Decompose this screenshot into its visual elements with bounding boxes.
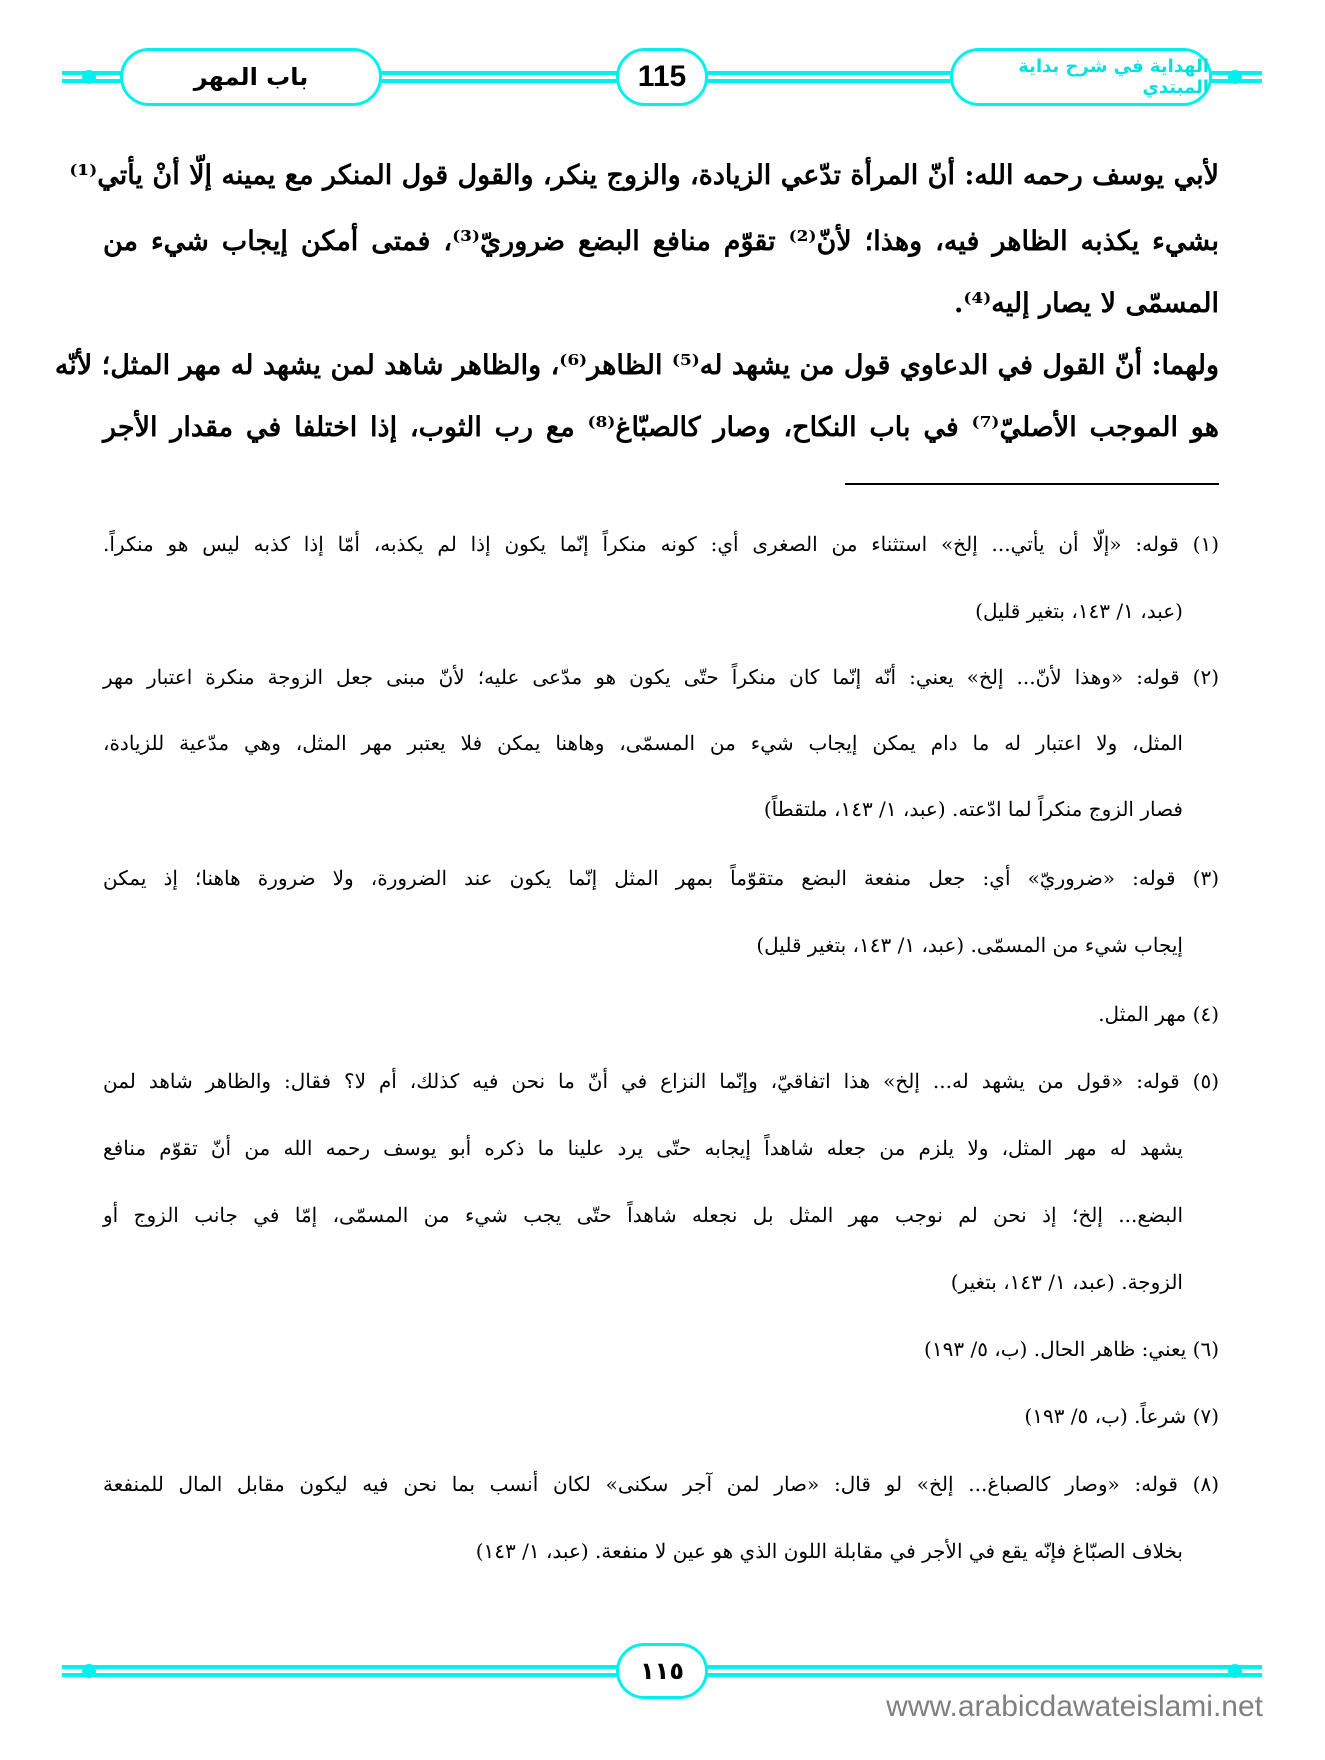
- footnote-line: إيجاب شيء من المسمّى. (عبد، ١/ ١٤٣، بتغير قليل): [756, 933, 1183, 957]
- main-text-line: ولهما: أنّ القول في الدعاوي قول من يشهد له⁽⁵⁾ الظاهر⁽⁶⁾، والظاهر شاهد لمن يشهد له مهر المثل؛ لأنّه: [54, 350, 1219, 381]
- footnote-line: المثل، ولا اعتبار له ما دام يمكن إيجاب شيء من المسمّى، وهاهنا يمكن فلا يعتبر مهر المثل، وهي مدّعية للزيادة،: [103, 731, 1183, 755]
- footer-band: [62, 1653, 1262, 1687]
- book-title-box: [950, 48, 1212, 106]
- footnote-line: (٢) قوله: «وهذا لأنّ... إلخ» يعني: أنّه إنّما كان منكراً حتّى يكون هو مدّعى عليه؛ لأنّ مبنى جعل الزوجة منكرة اعتبار مهر: [103, 665, 1219, 689]
- footnote-line: (٨) قوله: «وصار كالصباغ... إلخ» لو قال: «صار لمن آجر سكنى» لكان أنسب بما نحن فيه ليكون مقابل المال للمنفعة: [103, 1472, 1219, 1496]
- chapter-title-box: [120, 48, 382, 106]
- ornament-icon: [1228, 1664, 1242, 1678]
- footnote-line: (١) قوله: «إلّا أن يأتي... إلخ» استثناء من الصغرى أي: كونه منكراً إنّما يكون إذا لم يكذبه، أمّا إذا كذبه ليس هو منكراً.: [103, 532, 1219, 556]
- footnote-line: (٧) شرعاً. (ب، ٥/ ١٩٣): [1024, 1404, 1219, 1428]
- footnote-line: (عبد، ١/ ١٤٣، بتغير قليل): [975, 599, 1183, 623]
- footnote-line: (٥) قوله: «قول من يشهد له... إلخ» هذا اتفاقيّ، وإنّما النزاع في أنّ ما نحن فيه كذلك، أم لا؟ فقال: والظاهر شاهد لمن: [103, 1069, 1219, 1093]
- header-band: [62, 56, 1262, 98]
- main-text-line: هو الموجب الأصليّ⁽⁷⁾ في باب النكاح، وصار كالصبّاغ⁽⁸⁾ مع رب الثوب، إذا اختلفا في مقدار الأجر: [103, 412, 1219, 443]
- footnote-line: فصار الزوج منكراً لما ادّعته. (عبد، ١/ ١٤٣، ملتقطاً): [763, 797, 1183, 821]
- book-title: الهداية في شرح بداية المبتدي: [1018, 56, 1209, 98]
- footnote-line: (٣) قوله: «ضروريّ» أي: جعل منفعة البضع متقوّماً بمهر المثل إنّما يكون عند الضرورة، ولا ضرورة هاهنا؛ إذ يمكن: [103, 866, 1219, 890]
- footer-page-number: ١١٥: [640, 1657, 684, 1685]
- ornament-icon: [1228, 70, 1242, 84]
- footnote-line: البضع... إلخ؛ إذ نحن لم نوجب مهر المثل بل نجعله شاهداً حتّى يجب شيء من المسمّى، إمّا في جانب الزوج أو: [103, 1203, 1183, 1227]
- main-text-line: المسمّى لا يصار إليه⁽⁴⁾.: [953, 288, 1219, 319]
- footer-page-number-box: [616, 1643, 708, 1699]
- footnote-line: يشهد له مهر المثل، ولا يلزم من جعله شاهداً إيجابه حتّى يرد علينا ما ذكره أبو يوسف رحمه الله من أنّ تقوّم منافع: [103, 1136, 1183, 1160]
- ornament-icon: [82, 1664, 96, 1678]
- footnote-line: الزوجة. (عبد، ١/ ١٤٣، بتغير): [950, 1270, 1183, 1294]
- footnote-line: (٦) يعني: ظاهر الحال. (ب، ٥/ ١٩٣): [924, 1337, 1219, 1361]
- main-text-line: بشيء يكذبه الظاهر فيه، وهذا؛ لأنّ⁽²⁾ تقوّم منافع البضع ضروريّ⁽³⁾، فمتى أمكن إيجاب شيء من: [103, 226, 1219, 257]
- main-text-line: لأبي يوسف رحمه الله: أنّ المرأة تدّعي الزيادة، والزوج ينكر، والقول قول المنكر مع يمينه إلّا أنْ يأتي⁽¹⁾: [69, 160, 1219, 191]
- ornament-icon: [82, 70, 96, 84]
- chapter-title: باب المهر: [193, 63, 309, 91]
- footnote-divider: [845, 483, 1219, 485]
- website-link[interactable]: www.arabicdawateislami.net: [886, 1690, 1263, 1723]
- footnote-line: (٤) مهر المثل.: [1098, 1002, 1219, 1026]
- page-number-box: [616, 48, 708, 106]
- page-number: 115: [637, 60, 687, 93]
- footnote-line: بخلاف الصبّاغ فإنّه يقع في الأجر في مقابلة اللون الذي هو عين لا منفعة. (عبد، ١/ ١٤٣): [475, 1539, 1183, 1563]
